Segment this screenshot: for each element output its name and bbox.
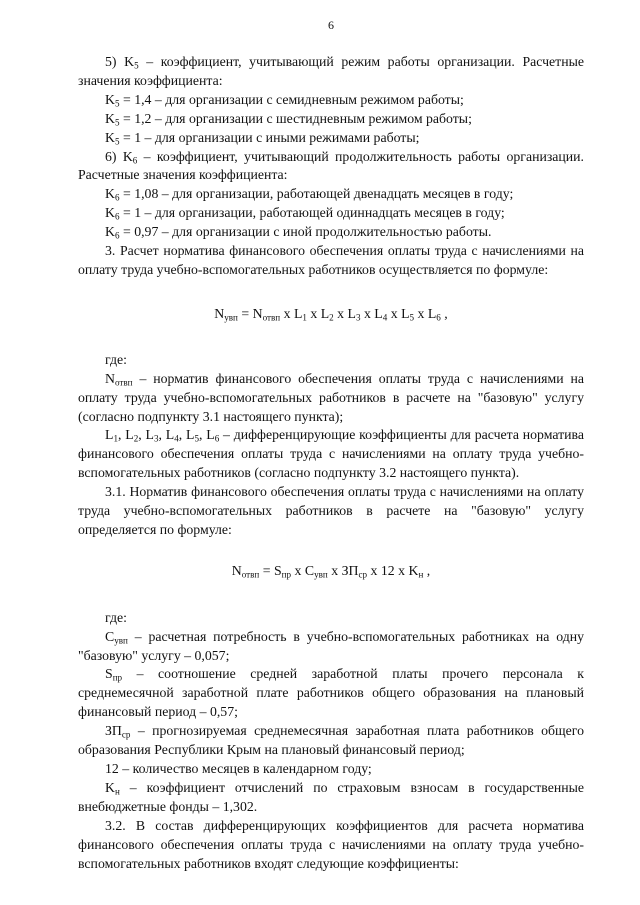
subscript: 5 — [134, 60, 139, 71]
paragraph-section-3-1 — [78, 483, 584, 540]
text-run: 5) K — [105, 54, 135, 69]
subscript: н — [418, 569, 424, 580]
paragraph-k6-value-3 — [78, 223, 584, 242]
text-run: K — [105, 224, 115, 240]
paragraph-c-uvp-definition — [78, 628, 584, 666]
text-run: = S — [259, 562, 282, 578]
paragraph-l-coefficients-definition — [78, 426, 584, 483]
text-run: – коэффициент, учитывающий режим работы организации. Расчетные значения коэффициента: — [78, 54, 584, 88]
paragraph-section-3-2 — [78, 817, 584, 874]
text-run: K — [105, 186, 115, 202]
text-run: 3.2. В состав дифференцирующих коэффициентов для расчета норматива финансового обеспечения оплаты труда с начислениями на оплату труда учебно-вспомогательных работников входят следующие коэффициенты: — [78, 817, 584, 871]
subscript: отвп — [262, 312, 281, 323]
subscript: 6 — [436, 312, 441, 323]
subscript: ср — [121, 729, 131, 740]
subscript: 6 — [114, 192, 120, 203]
paragraph-k5-value-1 — [78, 91, 584, 110]
text-run: x L — [414, 305, 437, 321]
text-run: где: — [105, 609, 127, 625]
text-run: L — [105, 427, 114, 443]
text-run: = 0,97 – для организации с иной продолжительностью работы. — [119, 224, 492, 240]
text-run: K — [105, 110, 115, 126]
subscript: ср — [358, 569, 368, 580]
text-run: – расчетная потребность в учебно-вспомогательных работниках на одну "базовую" услугу – 0,057; — [78, 628, 584, 663]
text-run: S — [105, 666, 113, 682]
paragraph-months-definition — [78, 760, 584, 779]
paragraph-k5-definition — [78, 53, 584, 91]
subscript: пр — [112, 673, 123, 684]
paragraph-k5-value-3 — [78, 129, 584, 148]
text-run: , — [423, 562, 431, 578]
text-run: , — [440, 305, 448, 321]
paragraph-where-2 — [78, 609, 584, 628]
text-run: – норматив финансового обеспечения оплаты труда с начислениями на оплату труда учебно-вспомогательных работников в расчете на "базовую" услугу (согласно подпункту 3.1 настоящего пункта); — [78, 370, 584, 424]
text-run: = 1,2 – для организации с шестидневным режимом работы; — [119, 110, 472, 126]
text-run: K — [105, 91, 115, 107]
text-run: x ЗП — [327, 562, 359, 578]
formula-n-uvp — [78, 305, 584, 324]
subscript: 5 — [409, 312, 415, 323]
subscript: 6 — [132, 155, 138, 166]
subscript: 3 — [153, 433, 159, 444]
subscript: 1 — [302, 312, 307, 323]
text-run: , L — [117, 427, 134, 443]
subscript: 6 — [114, 211, 120, 222]
subscript: 3 — [355, 312, 361, 323]
text-run: , L — [178, 427, 195, 443]
subscript: 5 — [114, 98, 120, 109]
text-run: x L — [280, 305, 303, 321]
subscript: 5 — [114, 117, 120, 128]
text-run: , L — [158, 427, 175, 443]
subscript: отвп — [241, 569, 260, 580]
subscript: 6 — [114, 230, 120, 241]
document-page — [78, 18, 584, 873]
subscript: отвп — [114, 377, 133, 388]
text-run: K — [105, 129, 115, 145]
text-run: – соотношение средней заработной платы прочего персонала к среднемесячной заработной плате работников общего образования на плановый финансовый период – 0,57; — [78, 666, 584, 720]
text-run: K — [105, 779, 115, 795]
formula-n-otvp — [78, 562, 584, 581]
text-run: = 1,08 – для организации, работающей двенадцать месяцев в году; — [119, 186, 514, 202]
text-run: где: — [105, 351, 127, 367]
text-run: N — [214, 305, 225, 321]
subscript: 6 — [214, 433, 220, 444]
paragraph-k-n-definition — [78, 779, 584, 817]
text-run: 3.1. Норматив финансового обеспечения оплаты труда с начислениями на оплату труда учебно-вспомогательных работников в расчете на "базовую" услугу определяется по формуле: — [78, 484, 584, 537]
text-run: N — [231, 562, 242, 578]
text-run: x L — [387, 305, 410, 321]
paragraph-zp-sr-definition — [78, 722, 584, 760]
paragraph-where-1 — [78, 351, 584, 370]
subscript: увп — [114, 635, 128, 646]
subscript: пр — [281, 569, 292, 580]
text-run: = 1,4 – для организации с семидневным режимом работы; — [119, 91, 464, 107]
text-run: – дифференцирующие коэффициенты для расчета норматива финансового обеспечения оплаты труда с начислениями на оплату труда учебно-вспомогательных работников (согласно подпункту 3.2 настоящего пункта). — [78, 427, 585, 481]
text-run: N — [105, 370, 115, 386]
subscript: 2 — [329, 312, 334, 323]
subscript: 5 — [194, 433, 199, 444]
text-run: – коэффициент отчислений по страховым взносам в государственные внебюджетные фонды – 1,302. — [78, 779, 584, 814]
subscript: 2 — [133, 433, 139, 444]
text-run: x L — [333, 305, 356, 321]
subscript: 4 — [174, 433, 179, 444]
paragraph-k6-value-2 — [78, 204, 584, 223]
text-run: = 1 – для организации с иными режимами работы; — [119, 129, 420, 145]
text-run: ЗП — [105, 723, 122, 739]
text-run: x C — [291, 562, 315, 578]
text-run: x L — [306, 305, 330, 321]
paragraph-k5-value-2 — [78, 110, 584, 129]
subscript: увп — [314, 569, 328, 580]
text-run: 3. Расчет норматива финансового обеспечения оплаты труда с начислениями на оплату труда учебно-вспомогательных работников осуществляется по формуле: — [78, 243, 584, 277]
text-run: x 12 x K — [367, 562, 419, 578]
paragraph-n-otvp-definition — [78, 370, 584, 427]
text-run: – прогнозируемая среднемесячная заработная плата работников общего образования Республики Крым на плановый финансовый период; — [78, 723, 584, 758]
page-number: 6 — [328, 18, 334, 32]
text-run: , L — [138, 427, 154, 443]
text-run: = N — [237, 305, 263, 321]
text-run: 6) K — [105, 148, 133, 164]
paragraph-k6-definition — [78, 148, 584, 186]
subscript: 5 — [114, 136, 120, 147]
paragraph-s-pr-definition — [78, 665, 584, 722]
text-run: K — [105, 205, 115, 221]
text-run: , L — [198, 427, 215, 443]
subscript: н — [114, 786, 120, 797]
text-run: = 1 – для организации, работающей одиннадцать месяцев в году; — [119, 205, 505, 221]
paragraph-k6-value-1 — [78, 185, 584, 204]
paragraph-section-3 — [78, 242, 584, 280]
text-run: 12 – количество месяцев в календарном году; — [105, 761, 372, 776]
subscript: 4 — [382, 312, 388, 323]
text-run: x L — [360, 305, 383, 321]
text-run: – коэффициент, учитывающий продолжительность работы организации. Расчетные значения коэффициента: — [78, 148, 585, 183]
subscript: увп — [224, 312, 238, 323]
subscript: 1 — [113, 433, 118, 444]
text-run: C — [105, 628, 115, 644]
